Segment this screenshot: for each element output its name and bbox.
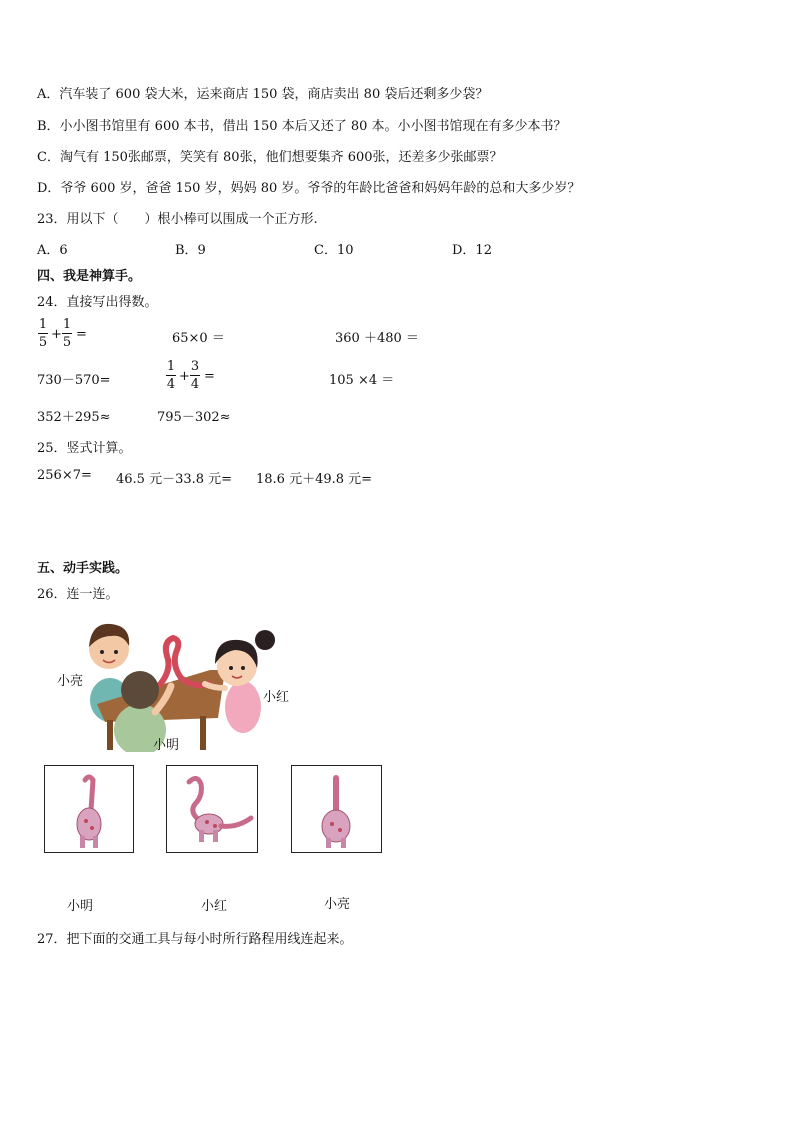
match-label-xiaoliang: 小亮 xyxy=(324,897,351,912)
section-4-title: 四、我是神算手。 xyxy=(37,269,142,284)
q24-expr-3: 360 ＋480 ＝ xyxy=(335,331,419,346)
q26-stem: 26．连一连。 xyxy=(37,587,119,602)
fraction-bar xyxy=(190,375,200,376)
scene-label-xiaohong: 小红 xyxy=(263,690,290,705)
q22-option-a: A．汽车装了 600 袋大米，运来商店 150 袋，商店卖出 80 袋后还剩多少袋？ xyxy=(37,87,489,102)
scene-label-xiaoliang: 小亮 xyxy=(57,674,84,689)
numerator: 3 xyxy=(190,359,200,374)
section-5-title: 五、动手实践。 xyxy=(37,561,129,576)
q23-option-a: A．6 xyxy=(37,243,68,258)
plus-sign: + xyxy=(179,369,190,384)
dinosaur-back-view xyxy=(292,766,381,852)
plus-sign: + xyxy=(51,327,62,342)
q25-expr-2: 46.5 元－33.8 元= xyxy=(116,472,233,487)
q24-expr-8: 795－302≈ xyxy=(157,410,231,425)
q24-stem: 24．直接写出得数。 xyxy=(37,295,158,310)
table-leg xyxy=(107,720,113,750)
q24-expr-4: 730－570= xyxy=(37,373,111,388)
q24-expr-7: 352＋295≈ xyxy=(37,410,111,425)
q25-stem: 25．竖式计算。 xyxy=(37,441,132,456)
denominator: 5 xyxy=(38,335,48,350)
q27-stem: 27．把下面的交通工具与每小时所行路程用线连起来。 xyxy=(37,932,353,947)
fraction-1-second xyxy=(62,318,72,349)
q23-option-b: B．9 xyxy=(175,243,206,258)
numerator: 1 xyxy=(166,359,176,374)
q25-expr-3: 18.6 元＋49.8 元= xyxy=(256,472,373,487)
equals-sign: = xyxy=(204,369,215,384)
girl-body xyxy=(225,681,261,733)
q23-option-c: C．10 xyxy=(314,243,354,258)
boy-middle-head xyxy=(121,671,159,709)
dinosaur-front-view xyxy=(45,766,133,852)
denominator: 4 xyxy=(166,377,176,392)
denominator: 4 xyxy=(190,377,200,392)
girl-ponytail xyxy=(255,630,275,650)
scene-label-xiaoming: 小明 xyxy=(153,738,180,753)
q24-expr-2: 65×0 ＝ xyxy=(172,331,225,346)
children-table-scene xyxy=(85,612,290,752)
fraction-1-first xyxy=(38,318,48,349)
equals-sign: = xyxy=(76,327,87,342)
dinosaur-side-view xyxy=(167,766,257,852)
q23-option-d: D．12 xyxy=(452,243,492,258)
fraction-bar xyxy=(38,333,48,334)
fraction-bar xyxy=(166,375,176,376)
view-box-2[interactable] xyxy=(166,765,258,853)
q23-stem: 23．用以下（ ）根小棒可以围成一个正方形. xyxy=(37,212,318,227)
fraction-2-first xyxy=(166,360,176,391)
match-label-xiaohong: 小红 xyxy=(201,899,228,914)
q22-option-b: B．小小图书馆里有 600 本书，借出 150 本后又还了 80 本。小小图书馆现在有多少本书？ xyxy=(37,119,567,134)
numerator: 1 xyxy=(62,317,72,332)
q25-expr-1: 256×7= xyxy=(37,468,92,483)
q24-expr-6: 105 ×4 ＝ xyxy=(329,373,395,388)
match-label-xiaoming: 小明 xyxy=(67,899,94,914)
fraction-2-second xyxy=(190,360,200,391)
fraction-bar xyxy=(62,333,72,334)
q22-option-c: C．淘气有 150张邮票，笑笑有 80张，他们想要集齐 600张，还差多少张邮票？ xyxy=(37,150,503,165)
view-box-3[interactable] xyxy=(291,765,382,853)
view-box-1[interactable] xyxy=(44,765,134,853)
numerator: 1 xyxy=(38,317,48,332)
denominator: 5 xyxy=(62,335,72,350)
table-leg xyxy=(200,716,206,750)
q22-option-d: D．爷爷 600 岁，爸爸 150 岁，妈妈 80 岁。爷爷的年龄比爸爸和妈妈年龄的总和大多少岁？ xyxy=(37,181,581,196)
dinosaur-toy xyxy=(155,638,210,690)
